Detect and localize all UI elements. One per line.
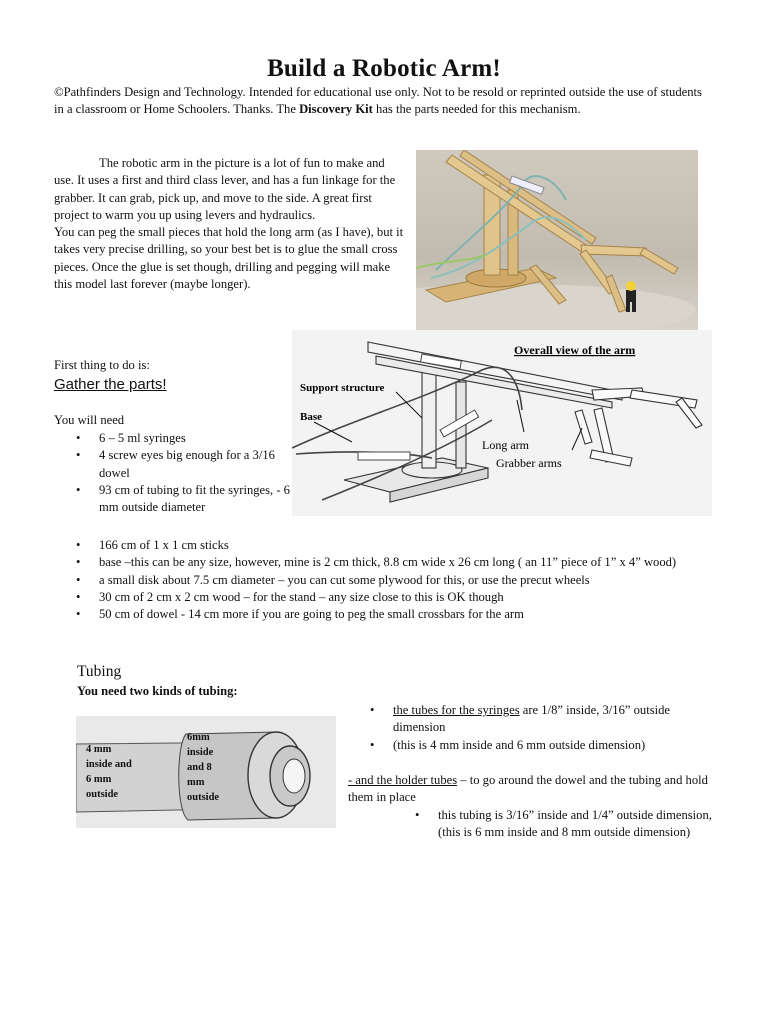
tube-label-left-1: 4 mm bbox=[86, 744, 112, 755]
tubing-subheading: You need two kinds of tubing: bbox=[77, 684, 238, 698]
intro-paragraph-2: You can peg the small pieces that hold the long arm (as I have), but it takes very precise drilling, so your best bet is to glue the small cross pieces. Once the glue is set though, drilling and pegging will make this model last forever (maybe longer). bbox=[54, 225, 404, 292]
you-will-need: You will need bbox=[54, 413, 125, 427]
list-item: • base –this can be any size, however, mine is 2 cm thick, 8.8 cm wide x 26 cm long ( an 11” piece of 1” x 4” wood) bbox=[54, 554, 714, 571]
list-item: • 6 – 5 ml syringes bbox=[54, 430, 294, 447]
list-item: • (this is 4 mm inside and 6 mm outside dimension) bbox=[348, 737, 708, 754]
list-item: • a small disk about 7.5 cm diameter – you can cut some plywood for this, or use the precut wheels bbox=[54, 572, 714, 589]
parts-list-wide bbox=[54, 537, 714, 623]
first-thing: First thing to do is: bbox=[54, 358, 150, 372]
label-overall: Overall view of the arm bbox=[514, 343, 636, 357]
tube-label-left-3: 6 mm bbox=[86, 774, 112, 785]
tubing-list-2 bbox=[393, 807, 713, 842]
syringe-tubes-text: are 1/8” inside, 3/16” outside dimension bbox=[393, 703, 670, 735]
copyright-notice bbox=[54, 84, 709, 119]
tube-label-right-3: and 8 bbox=[187, 762, 212, 773]
copyright-text: ©Pathfinders Design and Technology. Intended for educational use only. Not to be resold or reprinted outside the use of students in a classroom or Home Schoolers. Thanks. The bbox=[54, 85, 702, 117]
overall-arm-diagram bbox=[292, 330, 712, 516]
tube-label-right-5: outside bbox=[187, 792, 220, 803]
list-item bbox=[348, 702, 708, 737]
label-long-arm: Long arm bbox=[482, 438, 529, 452]
list-item: • 166 cm of 1 x 1 cm sticks bbox=[54, 537, 714, 554]
holder-tubes-text bbox=[348, 772, 718, 807]
list-item: • 30 cm of 2 cm x 2 cm wood – for the stand – any size close to this is OK though bbox=[54, 589, 714, 606]
list-item: • 50 cm of dowel - 14 cm more if you are going to peg the small crossbars for the arm bbox=[54, 606, 714, 623]
gather-heading: Gather the parts! bbox=[54, 376, 167, 393]
label-support: Support structure bbox=[300, 382, 385, 394]
tubing-illustration bbox=[76, 716, 336, 828]
holder-tubes-rest: – to go around the dowel and the tubing and hold them in place bbox=[348, 773, 708, 805]
tube-label-left-2: inside and bbox=[86, 759, 132, 770]
tube-label-left-4: outside bbox=[86, 789, 119, 800]
tubing-heading: Tubing bbox=[77, 663, 122, 680]
tube-label-right-1: 6mm bbox=[187, 732, 210, 743]
label-grabber: Grabber arms bbox=[496, 456, 562, 470]
tube-label-right-2: inside bbox=[187, 747, 214, 758]
syringe-tubes-link: the tubes for the syringes bbox=[393, 703, 520, 717]
parts-list-narrow bbox=[54, 430, 294, 516]
intro-text bbox=[54, 155, 406, 293]
list-item: • 4 screw eyes big enough for a 3/16 dowel bbox=[54, 447, 294, 482]
discovery-kit: Discovery Kit bbox=[299, 102, 373, 117]
label-base: Base bbox=[300, 411, 322, 423]
list-item: • 93 cm of tubing to fit the syringes, - 6 mm outside diameter bbox=[54, 482, 294, 517]
tubing-list-1 bbox=[348, 702, 708, 754]
intro-p1-text: The robotic arm in the picture is a lot of fun to make and use. It uses a first and third class lever, and has a fun linkage for the grabber. It can grab, pick up, and move to the side. A great first project to warm you up using levers and hydraulics. bbox=[54, 156, 396, 222]
robot-arm-photo bbox=[416, 150, 698, 330]
copyright-text-end: has the parts needed for this mechanism. bbox=[372, 102, 581, 117]
holder-tubes-link: - and the holder tubes bbox=[348, 773, 458, 787]
tube-label-right-4: mm bbox=[187, 777, 205, 788]
list-item: • this tubing is 3/16” inside and 1/4” outside dimension, (this is 6 mm inside and 8 mm outside dimension) bbox=[393, 807, 713, 842]
intro-paragraph-1 bbox=[54, 155, 406, 224]
page-title: Build a Robotic Arm! bbox=[267, 55, 501, 82]
